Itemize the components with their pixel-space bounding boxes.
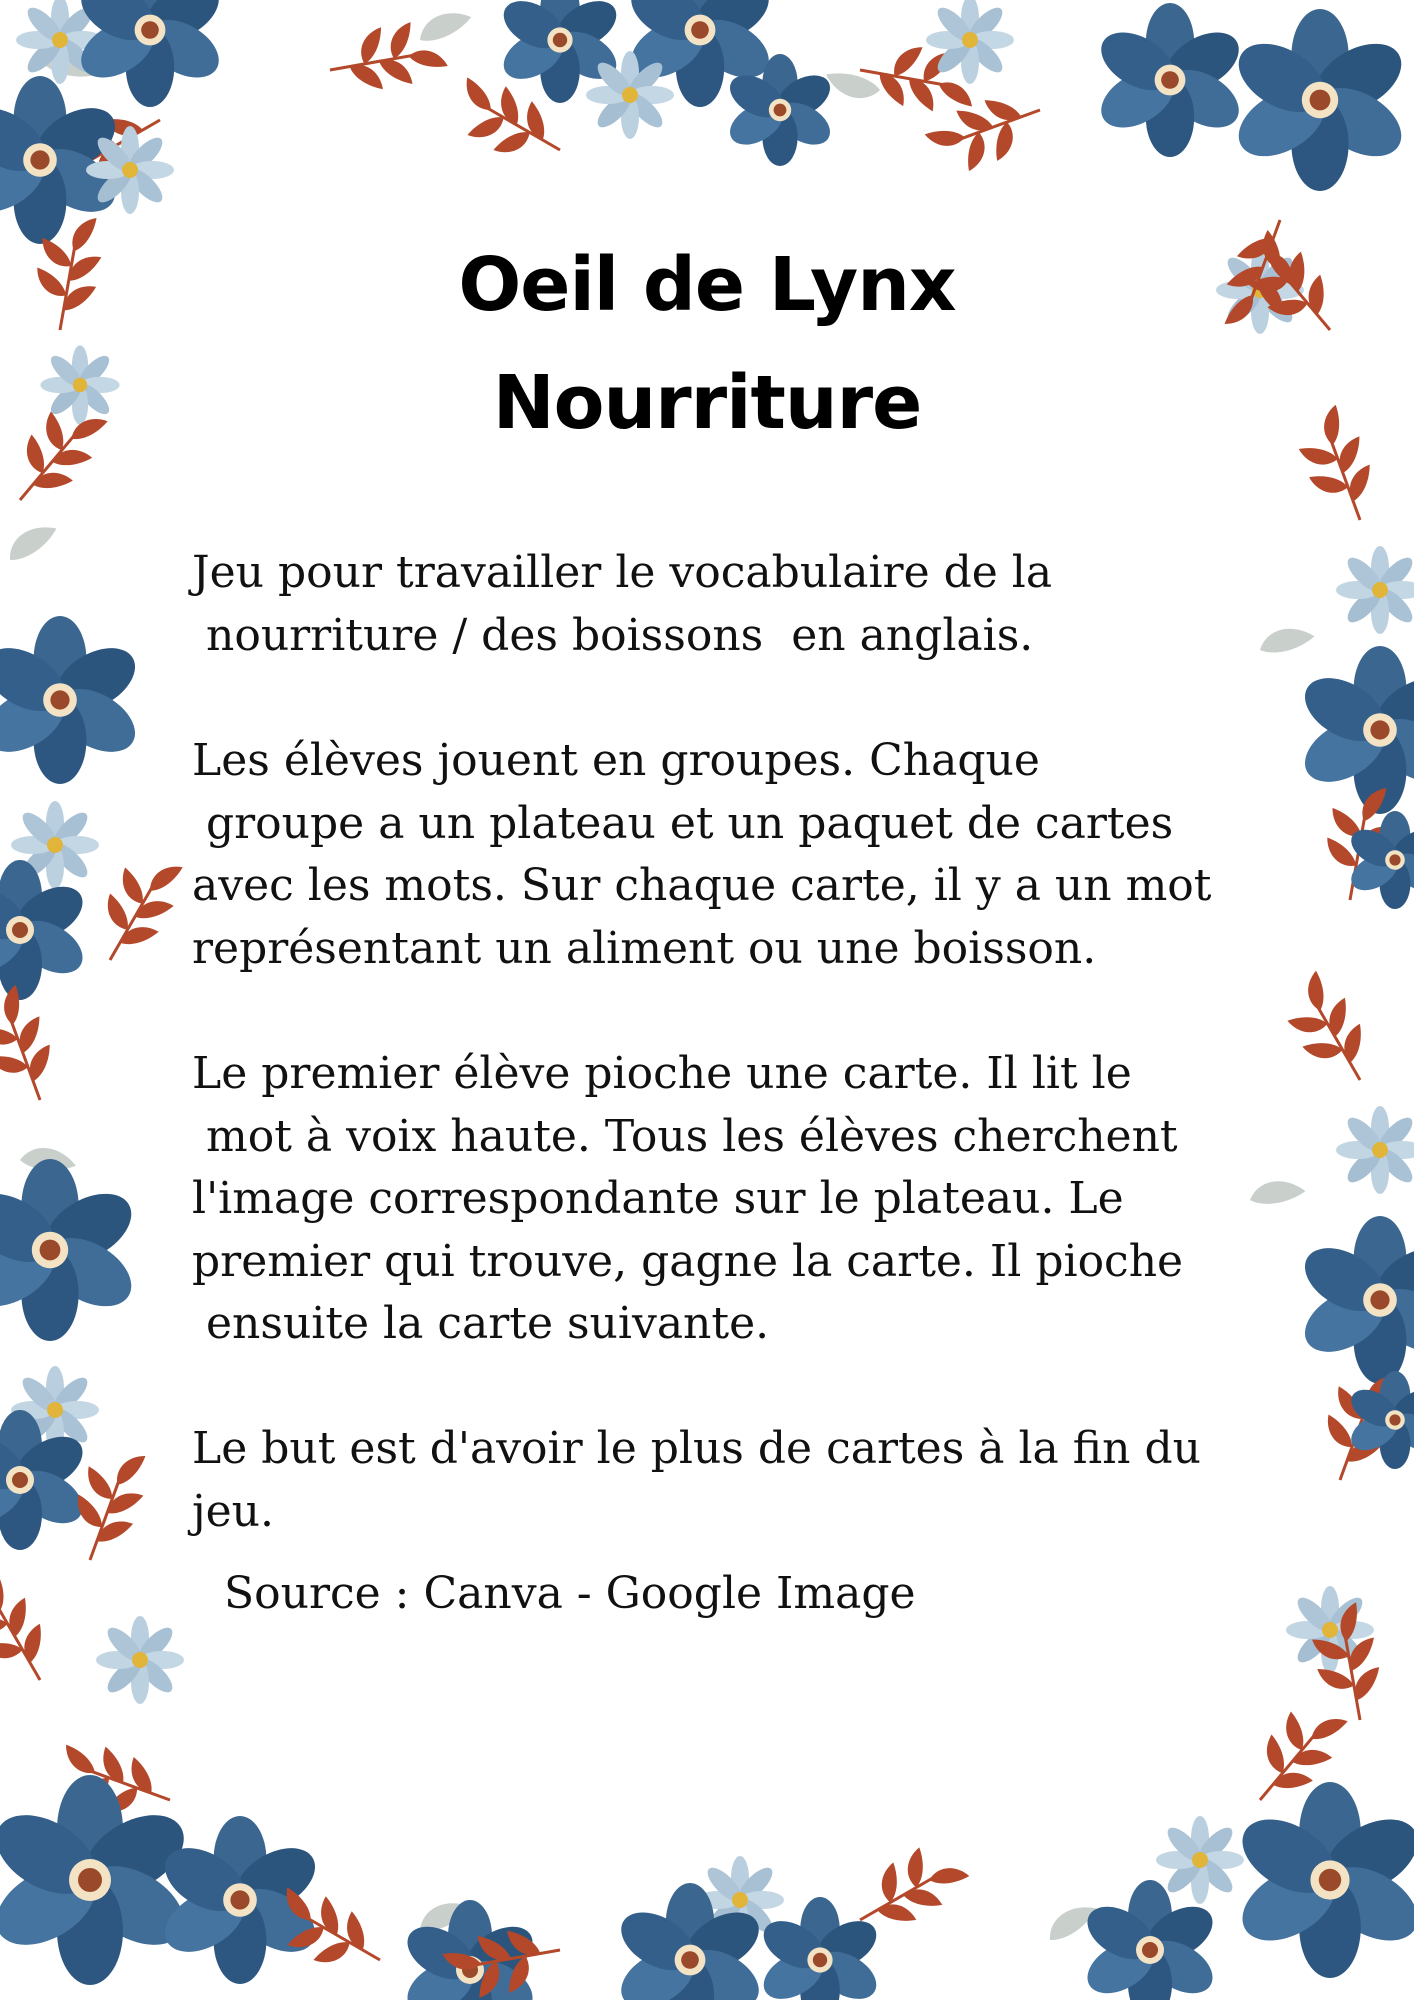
paragraph-intro: Jeu pour travailler le vocabulaire de la nourriture / des boissons en anglais. — [192, 547, 1053, 661]
paragraph-goal: Le but est d'avoir le plus de cartes à la fin du jeu. — [192, 1423, 1201, 1537]
paragraph-groups: Les élèves jouent en groupes. Chaque groupe a un plateau et un paquet de cartes avec les mots. Sur chaque carte, il y a un mot représentant un aliment ou une boisson. — [192, 735, 1212, 974]
title-line-2: Nourriture — [492, 360, 922, 446]
border-right — [1249, 395, 1414, 1726]
border-bottom — [0, 1616, 1414, 2000]
title-line-1: Oeil de Lynx — [458, 242, 956, 328]
source-credit: Source : Canva - Google Image — [224, 1568, 916, 1619]
paragraph-rules: Le premier élève pioche une carte. Il lit le mot à voix haute. Tous les élèves cherchent l'image correspondante sur le plateau. Le premier qui trouve, gagne la carte. Il pioche ensuite la carte suivante. — [192, 1048, 1184, 1349]
